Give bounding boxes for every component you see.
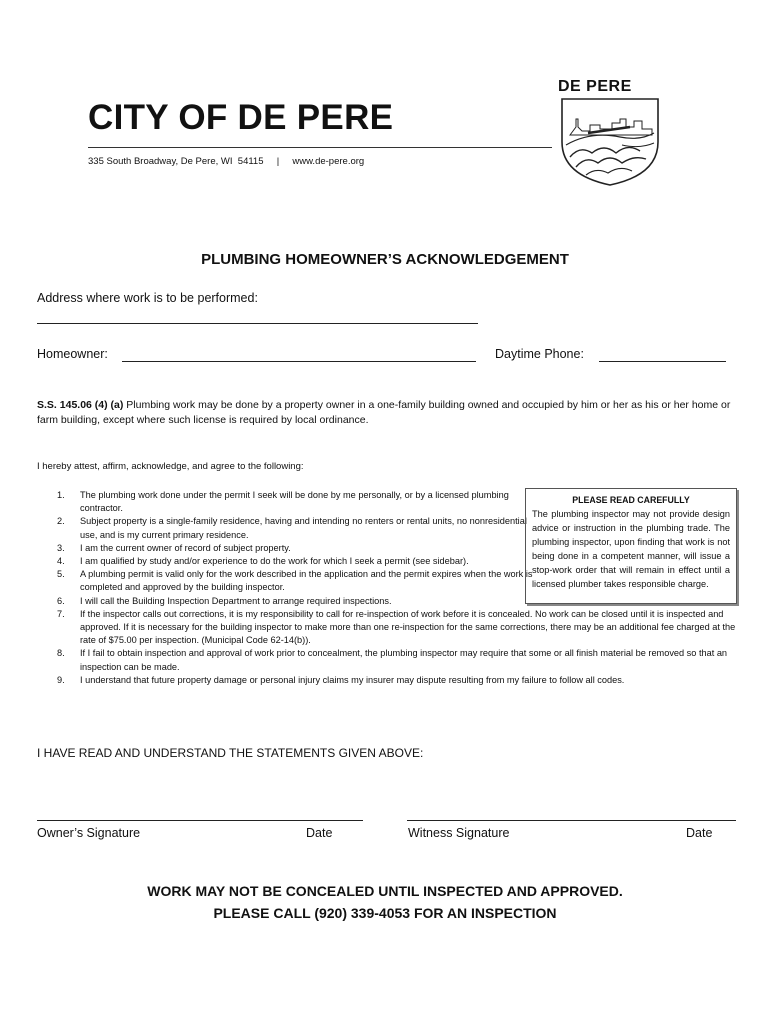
- header-separator: |: [276, 156, 280, 167]
- attest-intro: I hereby attest, affirm, acknowledge, and agree to the following:: [37, 461, 304, 472]
- list-item: 1. The plumbing work done under the permit I seek will be done by me personally, or by a licensed plumbing contractor.: [57, 490, 509, 514]
- notice-title: PLEASE READ CAREFULLY: [572, 495, 690, 505]
- witness-signature-field[interactable]: [407, 820, 736, 821]
- city-address: 335 South Broadway, De Pere, WI 54115: [88, 156, 264, 167]
- statute-citation: S.S. 145.06 (4) (a): [37, 399, 124, 411]
- logo-wordmark: DE PERE: [558, 78, 632, 95]
- acknowledgement-statement: I HAVE READ AND UNDERSTAND THE STATEMENTS GIVEN ABOVE:: [37, 746, 424, 760]
- homeowner-field[interactable]: [122, 361, 476, 362]
- city-website: www.de-pere.org: [292, 156, 365, 167]
- notice-text: The plumbing inspector may not provide design advice or instruction in the plumbing trade. The plumbing inspector, upon finding that work is not being done in a competent manner, will issue a stop-work order that will remain in effect until a licensed plumber takes responsible charge.: [532, 509, 730, 589]
- form-title: PLUMBING HOMEOWNER’S ACKNOWLEDGEMENT: [201, 251, 569, 268]
- city-title: CITY OF DE PERE: [88, 98, 394, 137]
- list-item: 4. I am qualified by study and/or experience to do the work for which I seek a permit (see sidebar).: [57, 556, 469, 567]
- notice-box: [525, 488, 737, 604]
- header-address-line: [88, 156, 364, 167]
- witness-date-label: Date: [686, 826, 713, 840]
- homeowner-label: Homeowner:: [37, 347, 108, 361]
- daytime-phone-field[interactable]: [599, 361, 726, 362]
- list-item: 2. Subject property is a single-family residence, having and intending no renters or rental units, no nonresidential use, and is my current primary residence.: [57, 516, 527, 540]
- list-item: 6. I will call the Building Inspection Department to arrange required inspections.: [57, 595, 392, 606]
- list-item: 9. I understand that future property damage or personal injury claims my insurer may dispute resulting from my failure to follow all codes.: [57, 674, 625, 685]
- witness-signature-label: Witness Signature: [408, 826, 510, 840]
- footer-warning: WORK MAY NOT BE CONCEALED UNTIL INSPECTED AND APPROVED.: [147, 883, 623, 899]
- list-item: 3. I am the current owner of record of subject property.: [57, 542, 291, 553]
- address-label: Address where work is to be performed:: [37, 291, 258, 305]
- owner-signature-field[interactable]: [37, 820, 363, 821]
- address-field[interactable]: [37, 323, 478, 324]
- list-item: 5. A plumbing permit is valid only for the work described in the application and the permit expires when the work is completed and approved by the building inspector.: [57, 569, 533, 593]
- header-rule: [88, 147, 552, 148]
- city-seal-logo: [560, 97, 660, 187]
- footer-phone: PLEASE CALL (920) 339-4053 FOR AN INSPECTION: [213, 905, 557, 921]
- statute-text: Plumbing work may be done by a property owner in a one-family building owned and occupied by him or her as his or her home or farm building, except where such license is required by local ordinance.: [37, 399, 731, 426]
- list-item: 7. If the inspector calls out corrections, it is my responsibility to call for re-inspection of work before it is concealed. No work can be closed until it is inspected and approved. If it is necessary for the building inspector to make more than one re-inspection for the same corrections, there may be an additional fee charged at the rate of $75.00 per inspection. (Municipal Code 62-14(b)).: [57, 608, 736, 646]
- owner-signature-label: Owner’s Signature: [37, 826, 141, 840]
- list-item: 8. If I fail to obtain inspection and approval of work prior to concealment, the plumbing inspector may require that some or all finish material be removed so that an inspection can be made.: [57, 648, 728, 672]
- owner-date-label: Date: [306, 826, 333, 840]
- statute-paragraph: [37, 398, 737, 428]
- daytime-phone-label: Daytime Phone:: [495, 347, 584, 361]
